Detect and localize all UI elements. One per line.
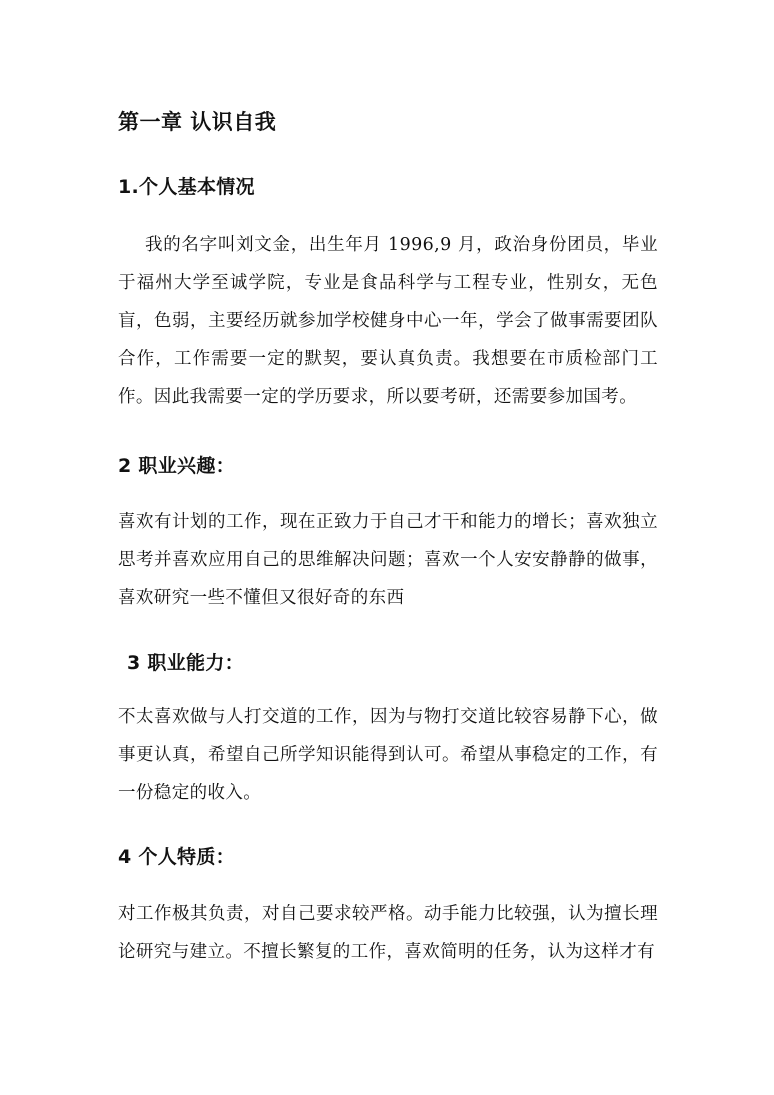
section-heading-career-interest: 2 职业兴趣： xyxy=(118,455,235,477)
section-heading-personal-traits: 4 个人特质： xyxy=(118,846,235,868)
section-body-basic-info: 我的名字叫刘文金，出生年月 1996,9 月，政治身份团员，毕业于福州大学至诚学院，专业是食品科学与工程专业，性别女，无色盲，色弱，主要经历就参加学校健身中心一年，学会了做事需要团队合作，工作需要一定的默契，要认真负责。我想要在市质检部门工作。因此我需要一定的学历要求，所以要考研，还需要参加国考。 xyxy=(118,235,658,407)
section-body-personal-traits: 对工作极其负责，对自己要求较严格。动手能力比较强，认为擅长理论研究与建立。不擅长繁复的工作，喜欢简明的任务，认为这样才有 xyxy=(118,904,658,962)
chapter-title: 第一章 认识自我 xyxy=(118,110,277,134)
section-heading-basic-info: 1.个人基本情况 xyxy=(118,176,255,198)
section-body-career-interest: 喜欢有计划的工作，现在正致力于自己才干和能力的增长；喜欢独立思考并喜欢应用自己的思维解决问题；喜欢一个人安安静静的做事，喜欢研究一些不懂但又很好奇的东西 xyxy=(118,512,658,608)
section-body-career-ability: 不太喜欢做与人打交道的工作，因为与物打交道比较容易静下心，做事更认真，希望自己所学知识能得到认可。希望从事稳定的工作，有一份稳定的收入。 xyxy=(118,707,658,803)
section-heading-career-ability: 3 职业能力： xyxy=(127,652,244,674)
